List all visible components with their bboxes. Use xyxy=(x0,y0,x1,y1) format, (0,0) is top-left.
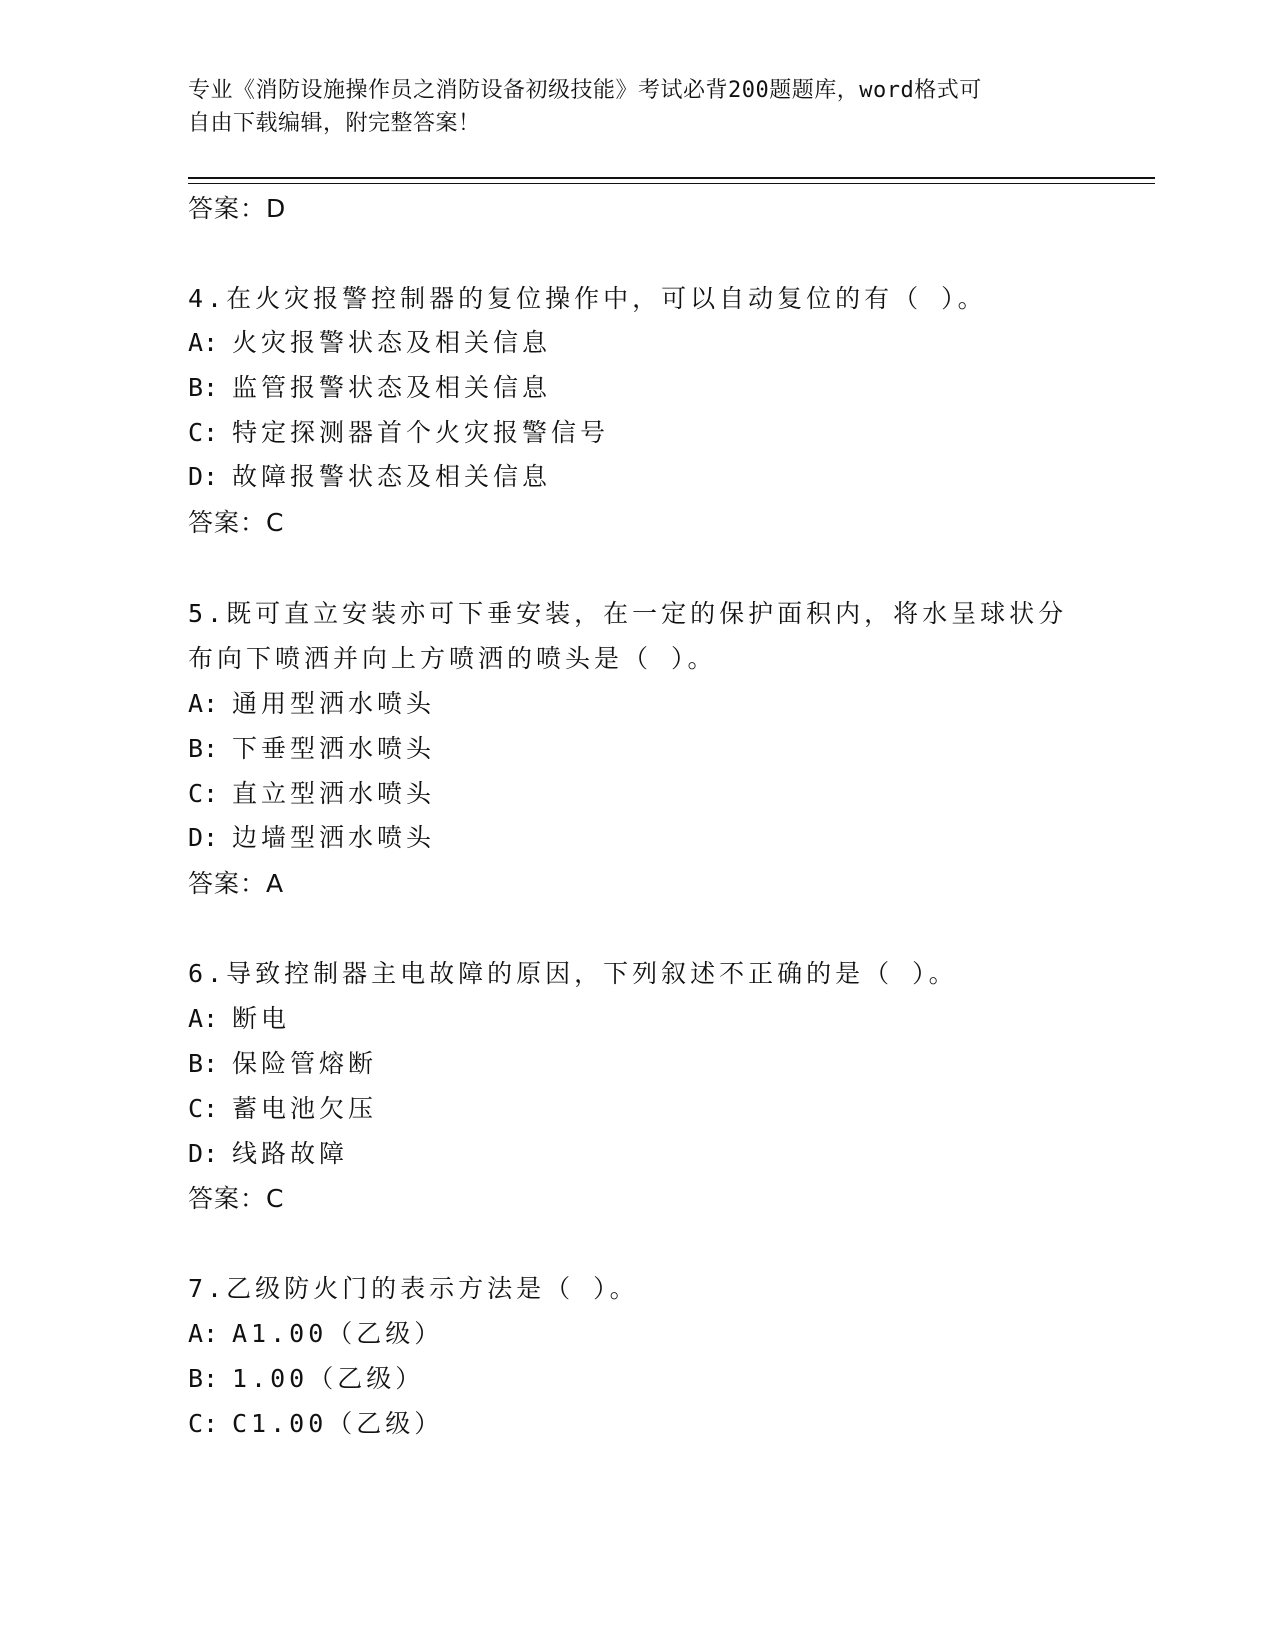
option-text: 蓄电池欠压 xyxy=(232,1094,378,1123)
header-line-2: 自由下载编辑，附完整答案！ xyxy=(188,111,481,136)
q5-option-a xyxy=(188,687,435,721)
option-key: A: xyxy=(188,1004,219,1033)
q6-option-a xyxy=(188,1002,290,1036)
option-key: A: xyxy=(188,689,219,718)
option-text: 边墙型洒水喷头 xyxy=(232,823,436,852)
option-text: 直立型洒水喷头 xyxy=(232,779,436,808)
option-text: 通用型洒水喷头 xyxy=(232,689,436,718)
option-key: A: xyxy=(188,328,219,357)
option-text: 1.00（乙级） xyxy=(232,1364,425,1393)
q4-option-b xyxy=(188,371,551,405)
option-key: C: xyxy=(188,1094,219,1123)
question-6: 6.导致控制器主电故障的原因，下列叙述不正确的是（ ）。 xyxy=(188,959,958,988)
option-text: 火灾报警状态及相关信息 xyxy=(232,328,552,357)
option-key: D: xyxy=(188,462,219,491)
option-key: D: xyxy=(188,1139,219,1168)
q7-option-b xyxy=(188,1362,424,1396)
question-7: 7.乙级防火门的表示方法是（ ）。 xyxy=(188,1274,639,1303)
option-key: B: xyxy=(188,1364,219,1393)
q4-option-d xyxy=(188,460,551,494)
option-key: A: xyxy=(188,1319,219,1348)
question-5-line-1: 5.既可直立安装亦可下垂安装，在一定的保护面积内，将水呈球状分 xyxy=(188,599,1068,628)
q6-option-d xyxy=(188,1137,348,1171)
header-line-1: 专业《消防设施操作员之消防设备初级技能》考试必背200题题库，word格式可 xyxy=(188,78,982,103)
q7-option-a xyxy=(188,1317,443,1351)
option-text: 线路故障 xyxy=(232,1139,349,1168)
q5-answer: 答案：A xyxy=(188,869,285,898)
option-text: A1.00（乙级） xyxy=(232,1319,444,1348)
option-key: C: xyxy=(188,1409,219,1438)
q4-option-c xyxy=(188,416,609,450)
q6-option-c xyxy=(188,1092,377,1126)
q6-answer: 答案：C xyxy=(188,1184,285,1213)
q5-option-d xyxy=(188,821,435,855)
q5-option-c xyxy=(188,777,435,811)
option-text: C1.00（乙级） xyxy=(232,1409,444,1438)
option-text: 故障报警状态及相关信息 xyxy=(232,462,552,491)
option-text: 断电 xyxy=(232,1004,291,1033)
option-text: 特定探测器首个火灾报警信号 xyxy=(232,418,610,447)
option-key: B: xyxy=(188,1049,219,1078)
option-key: D: xyxy=(188,823,219,852)
q7-option-c xyxy=(188,1407,443,1441)
q4-answer: 答案：C xyxy=(188,508,285,537)
option-text: 保险管熔断 xyxy=(232,1049,378,1078)
option-key: C: xyxy=(188,779,219,808)
document-header xyxy=(188,74,1088,140)
q6-option-b xyxy=(188,1047,377,1081)
header-rule-thick xyxy=(188,177,1155,179)
option-key: B: xyxy=(188,734,219,763)
question-4: 4.在火灾报警控制器的复位操作中，可以自动复位的有（ ）。 xyxy=(188,284,987,313)
option-text: 监管报警状态及相关信息 xyxy=(232,373,552,402)
header-rule-thin xyxy=(188,183,1155,184)
option-key: C: xyxy=(188,418,219,447)
q4-option-a xyxy=(188,326,551,360)
question-5-line-2: 布向下喷洒并向上方喷洒的喷头是（ ）。 xyxy=(188,644,717,673)
answer-prev: 答案：D xyxy=(188,194,287,223)
option-key: B: xyxy=(188,373,219,402)
q5-option-b xyxy=(188,732,435,766)
option-text: 下垂型洒水喷头 xyxy=(232,734,436,763)
